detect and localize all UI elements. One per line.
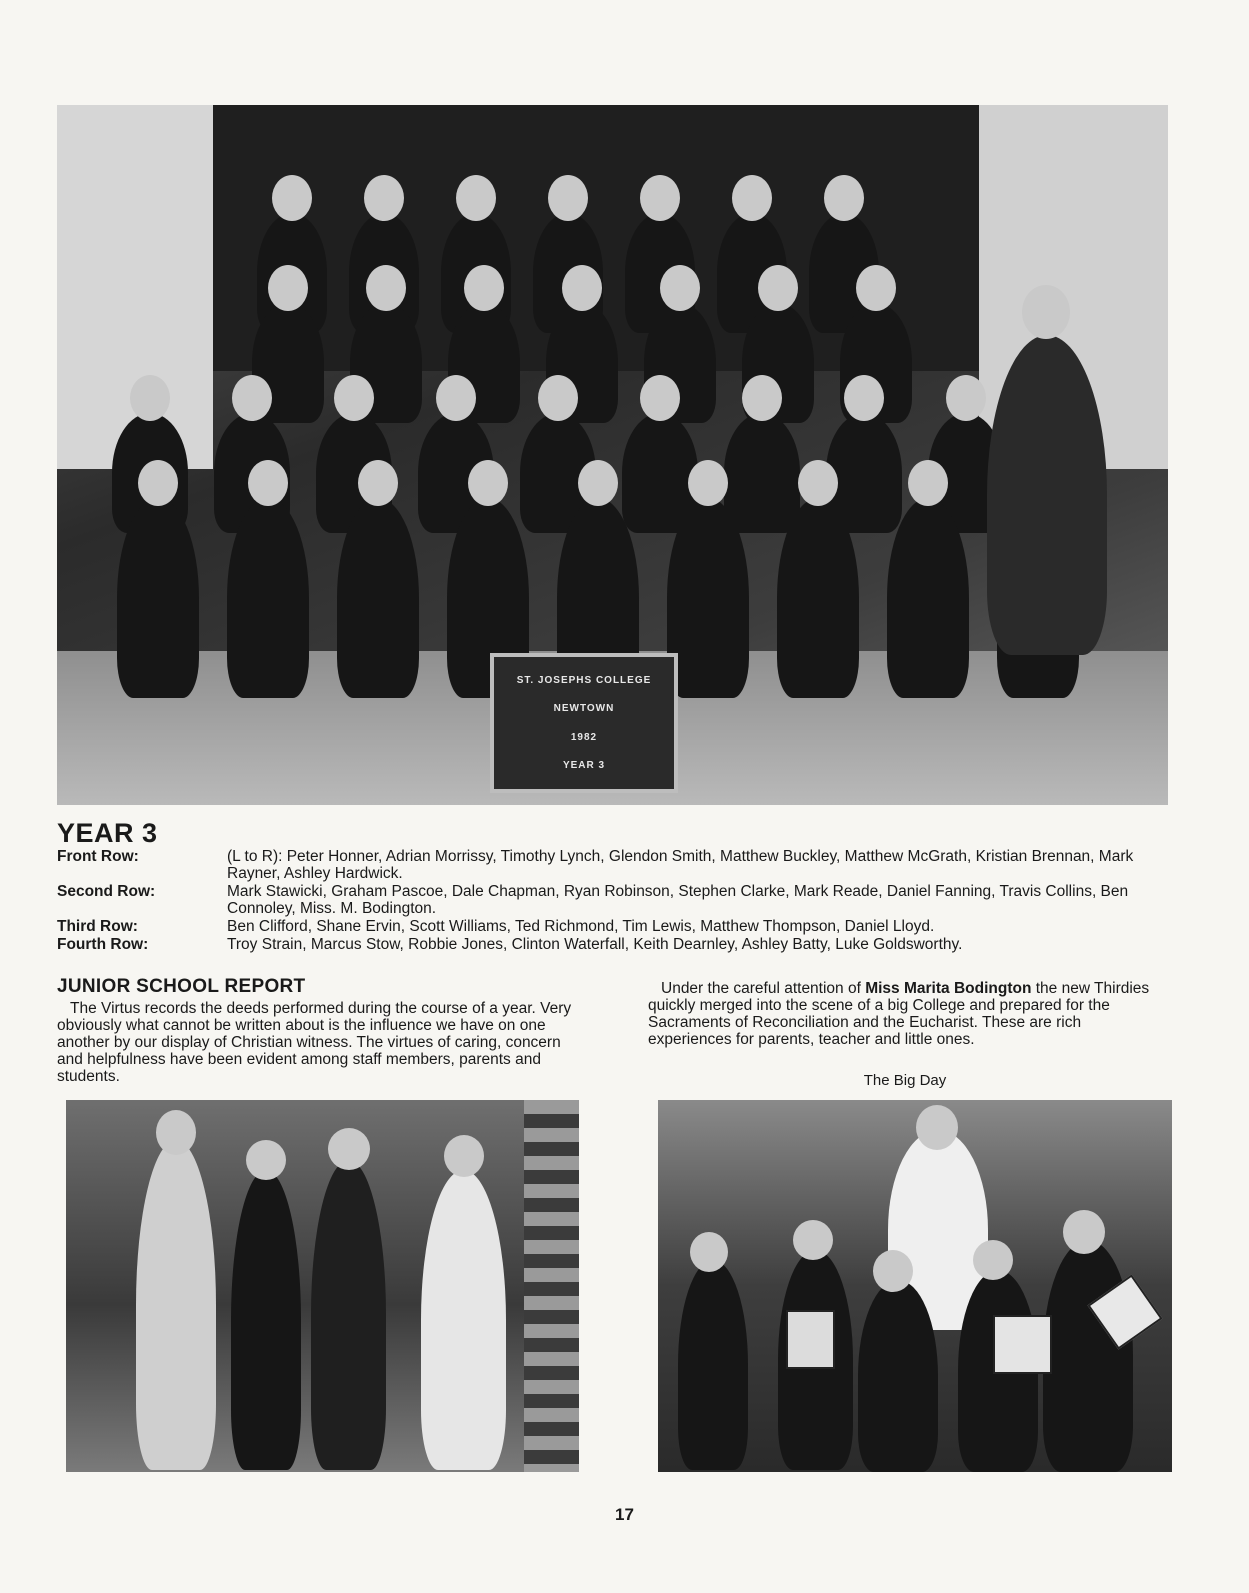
child-figure bbox=[858, 1280, 938, 1472]
sign-line: NEWTOWN bbox=[553, 703, 615, 715]
student-head bbox=[946, 375, 986, 421]
caption-row bbox=[57, 936, 1177, 953]
student-head bbox=[688, 460, 728, 506]
student-head bbox=[742, 375, 782, 421]
child-head bbox=[793, 1220, 833, 1260]
child-head bbox=[328, 1128, 370, 1170]
student-head bbox=[758, 265, 798, 311]
sign-line: 1982 bbox=[570, 731, 598, 743]
row-label: Second Row: bbox=[57, 883, 156, 900]
teacher-head bbox=[1022, 285, 1070, 339]
caption-row bbox=[57, 918, 1177, 935]
student-head bbox=[640, 175, 680, 221]
child-figure bbox=[1043, 1240, 1133, 1472]
caption-rows bbox=[57, 848, 1177, 954]
student-head bbox=[366, 265, 406, 311]
student-head bbox=[364, 175, 404, 221]
page-number: 17 bbox=[615, 1505, 634, 1524]
child-head bbox=[1063, 1210, 1105, 1254]
teacher-figure bbox=[987, 335, 1107, 655]
student-figure bbox=[777, 498, 859, 698]
student-head bbox=[464, 265, 504, 311]
priest-head bbox=[916, 1105, 958, 1150]
row-label: Front Row: bbox=[57, 848, 139, 865]
photo-caption: The Big Day bbox=[863, 1072, 947, 1089]
student-head bbox=[334, 375, 374, 421]
report-left-column bbox=[57, 976, 580, 1085]
row-label: Third Row: bbox=[57, 918, 138, 935]
child-figure bbox=[231, 1170, 301, 1470]
child-head bbox=[973, 1240, 1013, 1280]
student-head bbox=[640, 375, 680, 421]
student-figure bbox=[887, 498, 969, 698]
student-head bbox=[732, 175, 772, 221]
child-head bbox=[246, 1140, 286, 1180]
row-label: Fourth Row: bbox=[57, 936, 149, 953]
student-figure bbox=[724, 413, 800, 533]
child-head bbox=[156, 1110, 196, 1155]
row-names: Mark Stawicki, Graham Pascoe, Dale Chapman, Ryan Robinson, Stephen Clarke, Mark Reade, Daniel Fanning, Travis Collins, Ben Connoley, Miss. M. Bodington. bbox=[227, 883, 1129, 917]
student-head bbox=[268, 265, 308, 311]
child-figure bbox=[311, 1160, 386, 1470]
row-names: (L to R): Peter Honner, Adrian Morrissy, Timothy Lynch, Glendon Smith, Matthew Buckley, Matthew McGrath, Kristian Brennan, Mark Rayner, Ashley Hardwick. bbox=[227, 848, 1134, 882]
child-figure bbox=[421, 1170, 506, 1470]
child-figure bbox=[678, 1260, 748, 1470]
student-head bbox=[660, 265, 700, 311]
student-head bbox=[232, 375, 272, 421]
row-names: Troy Strain, Marcus Stow, Robbie Jones, Clinton Waterfall, Keith Dearnley, Ashley Batty, Luke Goldsworthy. bbox=[227, 936, 963, 953]
child-head bbox=[690, 1232, 728, 1272]
certificate-frame bbox=[993, 1315, 1052, 1374]
student-head bbox=[908, 460, 948, 506]
certificate-frame bbox=[786, 1310, 835, 1369]
child-figure bbox=[136, 1140, 216, 1470]
student-figure bbox=[117, 498, 199, 698]
student-head bbox=[856, 265, 896, 311]
student-head bbox=[548, 175, 588, 221]
student-head bbox=[358, 460, 398, 506]
teacher-name: Miss Marita Bodington bbox=[865, 980, 1032, 997]
student-head bbox=[538, 375, 578, 421]
child-head bbox=[873, 1250, 913, 1292]
student-head bbox=[468, 460, 508, 506]
child-head bbox=[444, 1135, 484, 1177]
student-head bbox=[456, 175, 496, 221]
report-paragraph bbox=[648, 980, 1162, 1048]
row-names: Ben Clifford, Shane Ervin, Scott Williams, Ted Richmond, Tim Lewis, Matthew Thompson, Daniel Lloyd. bbox=[227, 918, 935, 935]
student-head bbox=[138, 460, 178, 506]
bookshelf bbox=[524, 1100, 579, 1472]
section-heading: JUNIOR SCHOOL REPORT bbox=[57, 976, 306, 997]
student-head bbox=[798, 460, 838, 506]
report-paragraph: The Virtus records the deeds performed during the course of a year. Very obviously what cannot be written about is the influence we have on one another by our display of Christian witness. The virtues of caring, concern and helpfulness have been evident among staff members, parents and students. bbox=[57, 1000, 572, 1085]
caption-title: YEAR 3 bbox=[57, 818, 158, 848]
student-figure bbox=[227, 498, 309, 698]
student-head bbox=[272, 175, 312, 221]
sign-line: ST. JOSEPHS COLLEGE bbox=[516, 674, 652, 686]
report-right-column bbox=[648, 980, 1162, 1048]
student-head bbox=[130, 375, 170, 421]
class-sign bbox=[490, 653, 678, 793]
student-head bbox=[844, 375, 884, 421]
student-head bbox=[436, 375, 476, 421]
para-text: Under the careful attention of bbox=[661, 980, 866, 997]
caption-row bbox=[57, 883, 1177, 917]
student-head bbox=[562, 265, 602, 311]
student-head bbox=[824, 175, 864, 221]
student-figure bbox=[667, 498, 749, 698]
para-text: the new Thirdies quickly merged into the scene of a big College and prepared for the Sacraments of Reconciliation and the Eucharist. These are rich experiences for parents, teacher and little ones. bbox=[648, 980, 1150, 1048]
student-head bbox=[578, 460, 618, 506]
sign-line: YEAR 3 bbox=[562, 760, 606, 772]
caption-row bbox=[57, 848, 1177, 882]
costume-photo bbox=[66, 1100, 579, 1472]
big-day-photo bbox=[658, 1100, 1172, 1472]
student-figure bbox=[337, 498, 419, 698]
class-photo bbox=[57, 105, 1168, 805]
photo-wall-left bbox=[57, 105, 213, 469]
student-head bbox=[248, 460, 288, 506]
